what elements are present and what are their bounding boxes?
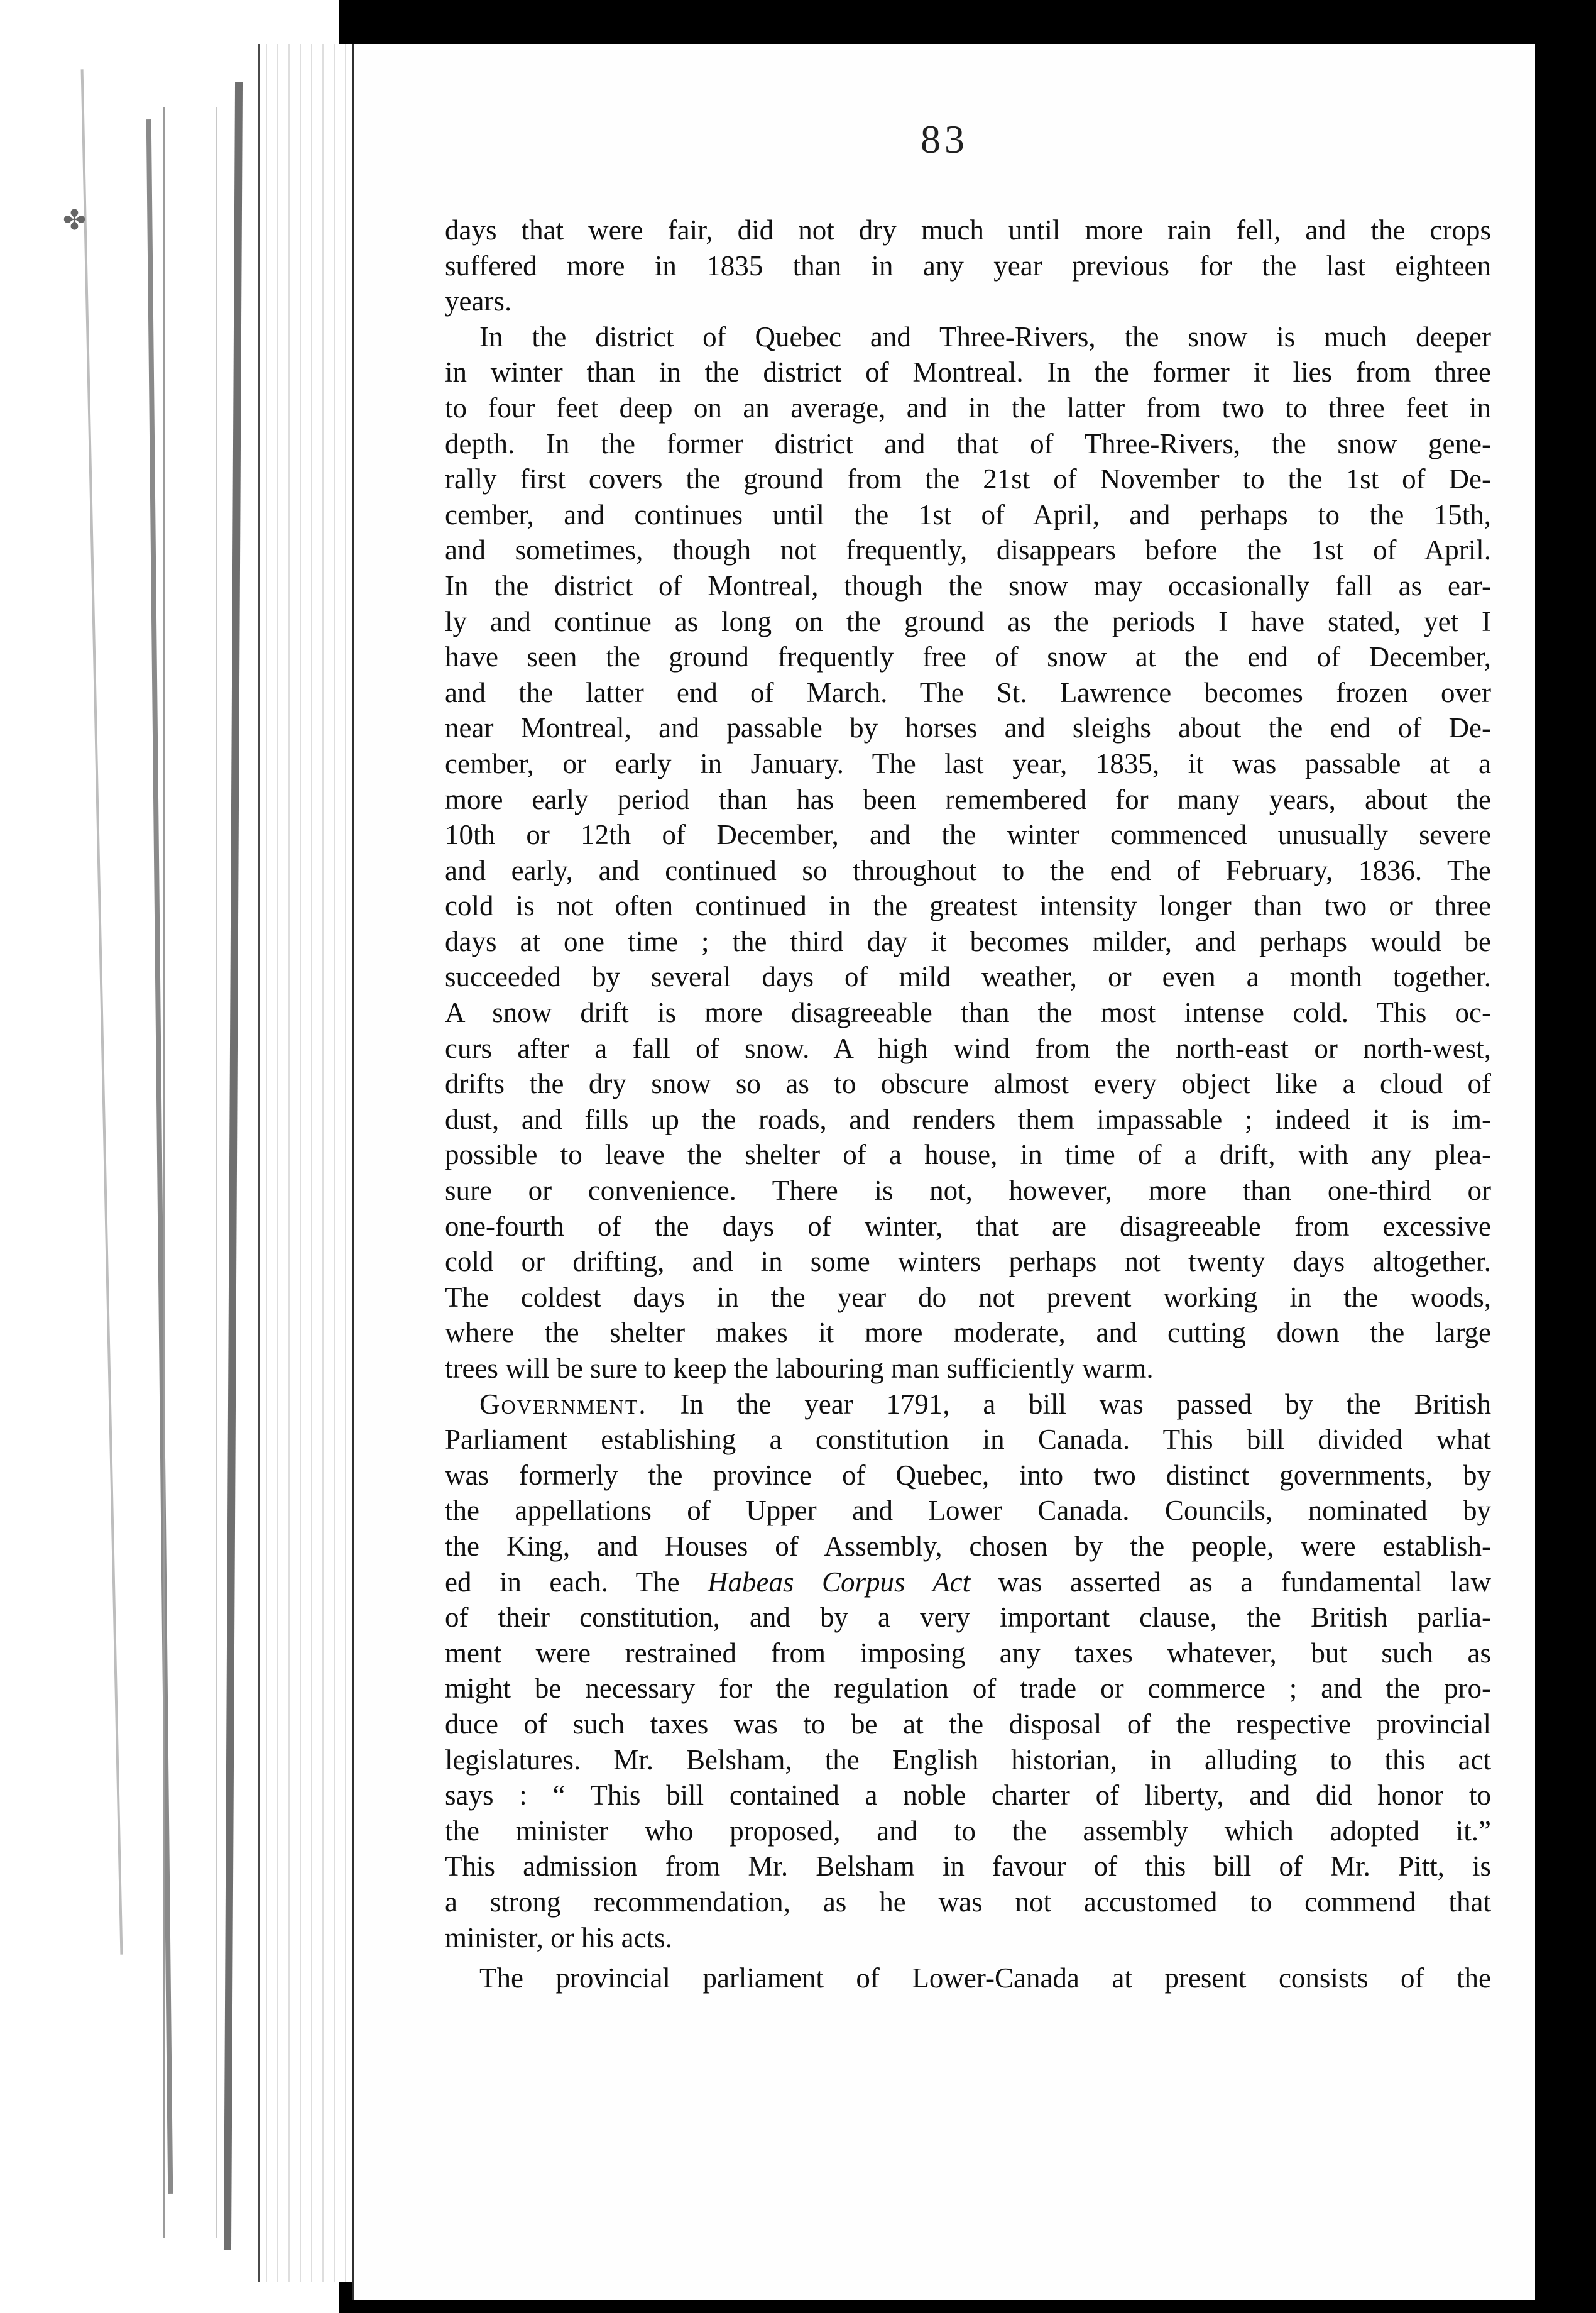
text-line: have seen the ground frequently free of snow at the end of December,	[445, 641, 1491, 673]
text-line: to four feet deep on an average, and in the latter from two to three feet in	[445, 392, 1491, 424]
text-line: cold is not often continued in the greatest intensity longer than two or three	[445, 890, 1491, 922]
text-line	[445, 1564, 1491, 1600]
section-heading: Government.	[479, 1388, 647, 1420]
text-line: The coldest days in the year do not prevent working in the woods,	[445, 1281, 1491, 1313]
text-line: trees will be sure to keep the labouring man sufficiently warm.	[445, 1353, 1154, 1384]
text-line: says : “ This bill contained a noble charter of liberty, and did honor to	[445, 1779, 1491, 1811]
page-number: 83	[921, 117, 968, 162]
text-line: In the district of Montreal, though the snow may occasionally fall as ear-	[445, 569, 1491, 602]
text-line: and sometimes, though not frequently, disappears before the 1st of April.	[445, 534, 1491, 566]
text-line: days at one time ; the third day it becomes milder, and perhaps would be	[445, 925, 1491, 957]
text-line: cember, or early in January. The last year, 1835, it was passable at a	[445, 747, 1491, 779]
text-line: the King, and Houses of Assembly, chosen by the people, were establish-	[445, 1530, 1491, 1562]
text-line: cember, and continues until the 1st of April, and perhaps to the 15th,	[445, 498, 1491, 530]
text-line: years.	[445, 285, 512, 317]
book-page	[352, 44, 1535, 2300]
text-line: suffered more in 1835 than in any year previous for the last eighteen	[445, 250, 1491, 282]
body-text	[445, 212, 1491, 1996]
text-line: days that were fair, did not dry much until more rain fell, and the crops	[445, 214, 1491, 246]
text-segment: was asserted as a fundamental law	[998, 1566, 1491, 1598]
text-line: and the latter end of March. The St. Lawrence becomes frozen over	[445, 676, 1491, 708]
text-line: succeeded by several days of mild weather, or even a month together.	[445, 961, 1491, 993]
text-line: cold or drifting, and in some winters perhaps not twenty days altogether.	[445, 1246, 1491, 1278]
text-line	[445, 1387, 1491, 1422]
text-line: curs after a fall of snow. A high wind from the north-east or north-west,	[445, 1032, 1491, 1064]
text-line: and early, and continued so throughout to the end of February, 1836. The	[445, 854, 1491, 886]
text-line: Parliament establishing a constitution in Canada. This bill divided what	[445, 1424, 1491, 1456]
board-line	[224, 82, 243, 2250]
text-line: more early period than has been remembered for many years, about the	[445, 783, 1491, 815]
text-line: In the district of Quebec and Three-Rivers, the snow is much deeper	[479, 321, 1491, 353]
ornament-mark: ✤	[63, 204, 86, 236]
page-edges	[258, 44, 361, 2282]
text-line: This admission from Mr. Belsham in favour of this bill of Mr. Pitt, is	[445, 1850, 1491, 1882]
text-line: where the shelter makes it more moderate, and cutting down the large	[445, 1317, 1491, 1349]
italic-phrase: Habeas Corpus Act	[708, 1566, 971, 1598]
text-line: one-fourth of the days of winter, that are disagreeable from excessive	[445, 1210, 1491, 1242]
text-line: of their constitution, and by a very important clause, the British parlia-	[445, 1602, 1491, 1634]
text-line: the appellations of Upper and Lower Canada. Councils, nominated by	[445, 1495, 1491, 1527]
board-frame	[163, 107, 217, 2238]
text-line: a strong recommendation, as he was not accustomed to commend that	[445, 1886, 1491, 1918]
board-line	[81, 69, 123, 1954]
text-line: duce of such taxes was to be at the disposal of the respective provincial	[445, 1708, 1491, 1740]
text-line: rally first covers the ground from the 21st of November to the 1st of De-	[445, 463, 1491, 495]
text-line: minister, or his acts.	[445, 1921, 672, 1953]
text-line: ly and continue as long on the ground as the periods I have stated, yet I	[445, 605, 1491, 637]
text-segment: ed in each. The	[445, 1566, 680, 1598]
text-line: the minister who proposed, and to the assembly which adopted it.”	[445, 1815, 1491, 1847]
text-line: legislatures. Mr. Belsham, the English historian, in alluding to this act	[445, 1744, 1491, 1776]
text-line: ment were restrained from imposing any taxes whatever, but such as	[445, 1637, 1491, 1669]
text-line: possible to leave the shelter of a house, in time of a drift, with any plea-	[445, 1139, 1491, 1171]
text-line: in winter than in the district of Montreal. In the former it lies from three	[445, 356, 1491, 388]
text-line: dust, and fills up the roads, and renders them impassable ; indeed it is im-	[445, 1103, 1491, 1135]
text-line: 10th or 12th of December, and the winter commenced unusually severe	[445, 819, 1491, 851]
text-line: depth. In the former district and that of Three-Rivers, the snow gene-	[445, 427, 1491, 459]
text-segment: In the year 1791, a bill was passed by the British	[680, 1388, 1491, 1420]
text-line: A snow drift is more disagreeable than the most intense cold. This oc-	[445, 997, 1491, 1029]
text-line: drifts the dry snow so as to obscure almost every object like a cloud of	[445, 1068, 1491, 1100]
text-line: The provincial parliament of Lower-Canada at present consists of the	[479, 1962, 1491, 1994]
text-line: was formerly the province of Quebec, into two distinct governments, by	[445, 1459, 1491, 1491]
text-line: near Montreal, and passable by horses and sleighs about the end of De-	[445, 712, 1491, 744]
text-line: might be necessary for the regulation of trade or commerce ; and the pro-	[445, 1673, 1491, 1705]
text-line: sure or convenience. There is not, however, more than one-third or	[445, 1175, 1491, 1207]
